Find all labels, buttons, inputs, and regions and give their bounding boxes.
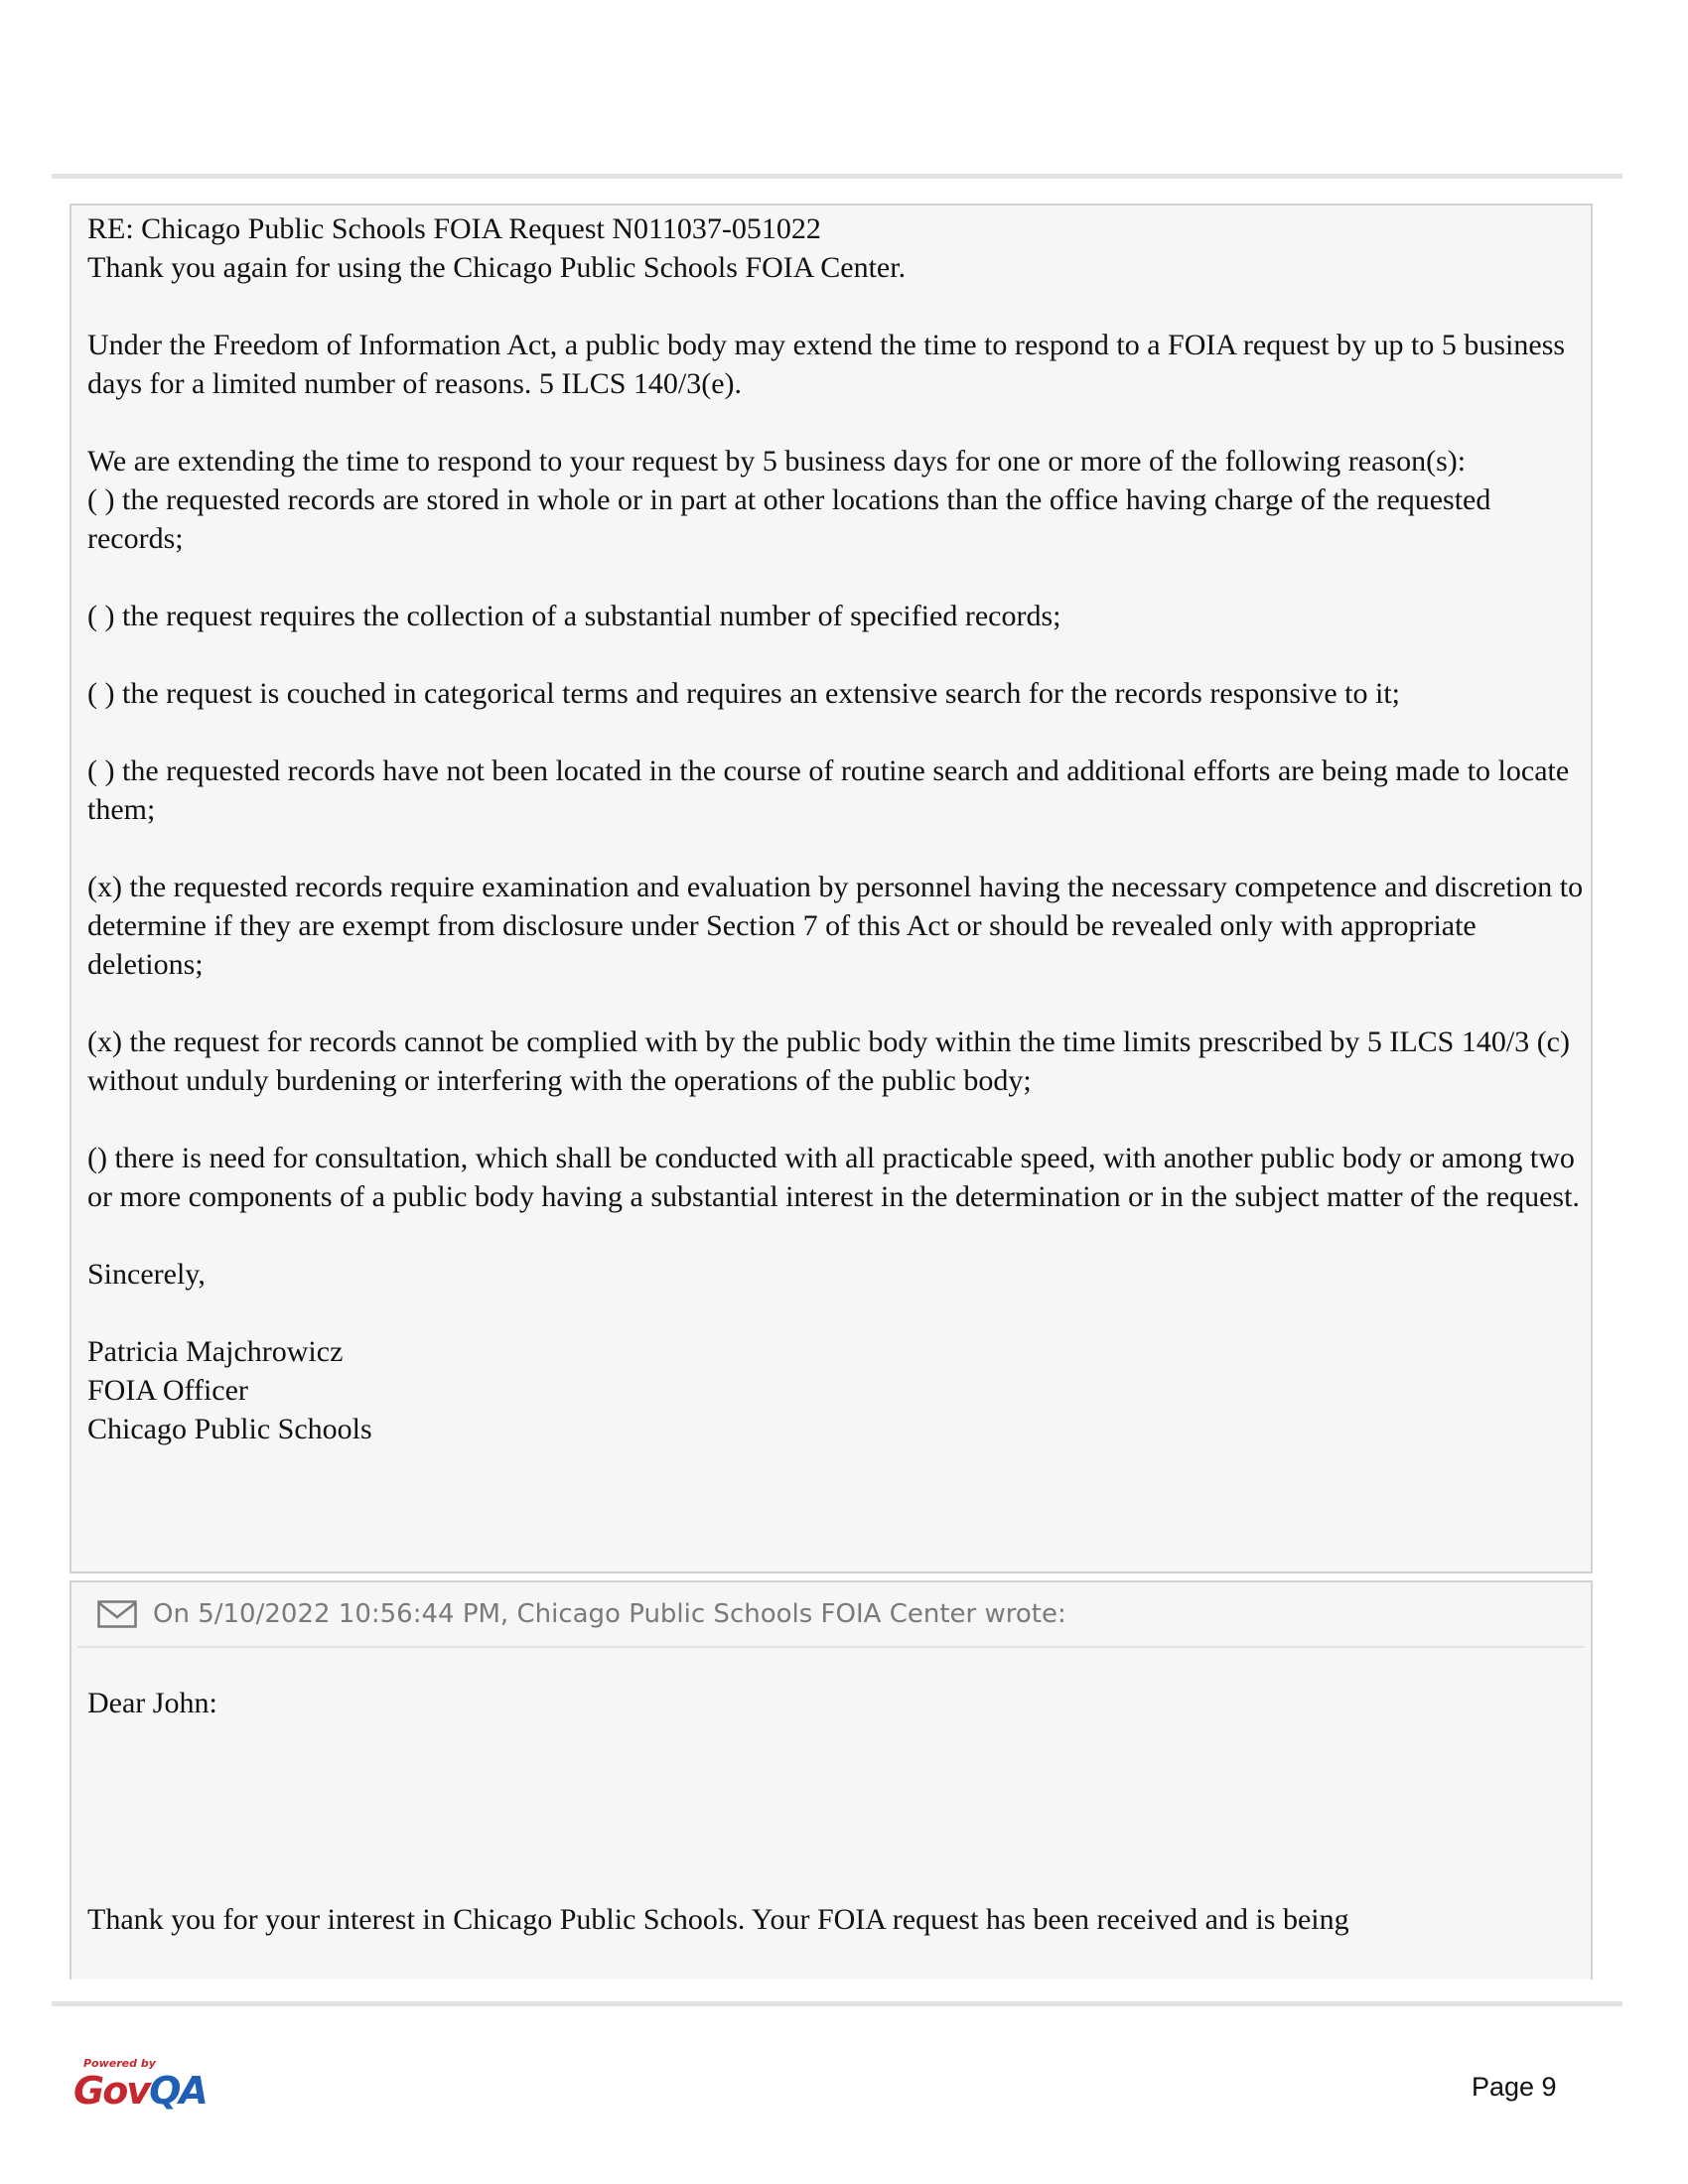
signer-title: FOIA Officer: [87, 1374, 248, 1407]
page-number: Page 9: [1472, 2072, 1557, 2102]
signer-name: Patricia Majchrowicz: [87, 1335, 344, 1368]
logo-wordmark: GovQA: [73, 2069, 207, 2113]
signer-org: Chicago Public Schools: [87, 1413, 372, 1445]
letter-panel: [70, 204, 1593, 1573]
reason-consultation: () there is need for consultation, which shall be conducted with all practicable speed, with another public body or among two or more components of a public body having a substantial interest in the determination or in the subject matter of the request.: [87, 1142, 1580, 1213]
envelope-icon: [97, 1600, 137, 1628]
thanks-line: Thank you again for using the Chicago Public Schools FOIA Center.: [87, 251, 907, 284]
govqa-logo: [73, 2057, 212, 2113]
bottom-divider: [52, 2001, 1622, 2006]
paragraph-subject: [87, 209, 1591, 287]
quoted-message-panel: [70, 1580, 1593, 1979]
reason-categorical: ( ) the request is couched in categorical terms and requires an extensive search for the records responsive to it;: [87, 677, 1400, 710]
reason-other-locations: ( ) the requested records are stored in whole or in part at other locations than the office having charge of the requested records;: [87, 483, 1491, 555]
top-divider: [52, 174, 1622, 179]
quoted-message-header: [77, 1582, 1585, 1648]
letter-body: [87, 209, 1591, 1448]
paragraph-intro: Under the Freedom of Information Act, a public body may extend the time to respond to a FOIA request by up to 5 business days for a limited number of reasons. 5 ILCS 140/3(e).: [87, 329, 1566, 400]
reason-examination: (x) the requested records require examination and evaluation by personnel having the necessary competence and discretion to determine if they are exempt from disclosure under Section 7 of this Act or should be revealed only with appropriate deletions;: [87, 871, 1584, 981]
greeting: Dear John:: [87, 1687, 217, 1719]
closing: Sincerely,: [87, 1258, 206, 1291]
subject-line: RE: Chicago Public Schools FOIA Request N011037-051022: [87, 212, 821, 245]
paragraph-extension: [87, 442, 1591, 558]
quoted-message-body: [71, 1648, 1591, 1939]
powered-by-text: Powered by: [83, 2057, 156, 2070]
reason-burden: (x) the request for records cannot be complied with by the public body within the time limits prescribed by 5 ILCS 140/3 (c) without unduly burdening or interfering with the operations of the public body;: [87, 1025, 1570, 1097]
quoted-body-text: Thank you for your interest in Chicago Public Schools. Your FOIA request has been received and is being: [87, 1903, 1349, 1936]
extension-line: We are extending the time to respond to your request by 5 business days for one or more of the following reason(s):: [87, 445, 1467, 478]
reason-collection: ( ) the request requires the collection of a substantial number of specified records;: [87, 600, 1061, 632]
quoted-header-text: On 5/10/2022 10:56:44 PM, Chicago Public Schools FOIA Center wrote:: [153, 1599, 1066, 1629]
reason-not-located: ( ) the requested records have not been located in the course of routine search and additional efforts are being made to locate them;: [87, 754, 1570, 826]
signature-block: [87, 1332, 1591, 1448]
